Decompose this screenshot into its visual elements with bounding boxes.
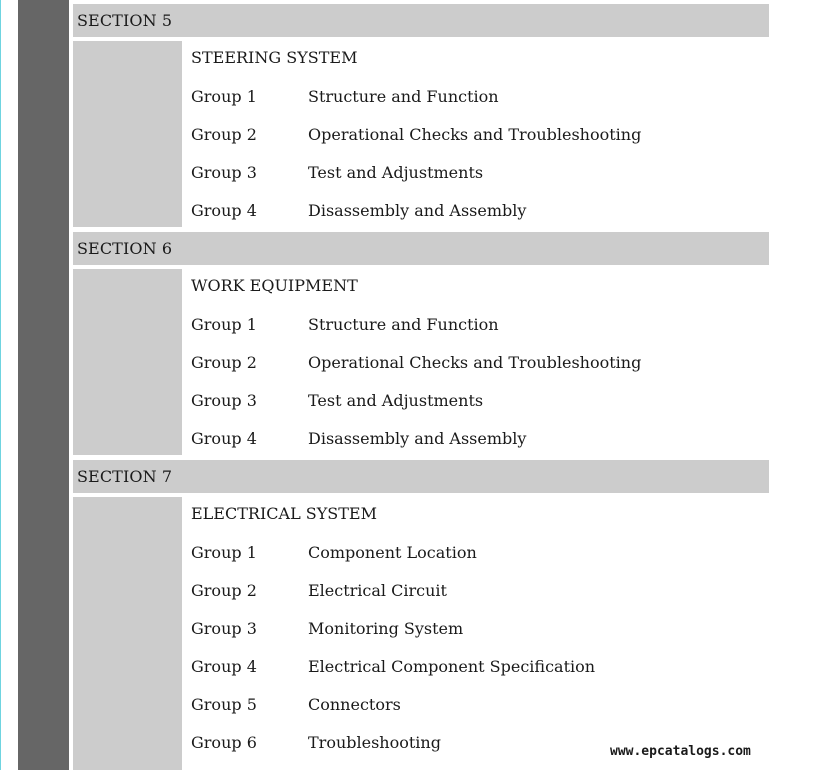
group-row bbox=[191, 695, 401, 714]
section-title: WORK EQUIPMENT bbox=[191, 276, 358, 295]
group-description: Disassembly and Assembly bbox=[308, 429, 527, 448]
group-label: Group 1 bbox=[191, 87, 257, 106]
group-label: Group 1 bbox=[191, 315, 257, 334]
group-description: Component Location bbox=[308, 543, 477, 562]
group-row bbox=[191, 315, 499, 334]
left-sidebar-bar bbox=[18, 0, 69, 770]
group-description: Disassembly and Assembly bbox=[308, 201, 527, 220]
group-row bbox=[191, 543, 477, 562]
group-description: Test and Adjustments bbox=[308, 391, 484, 410]
group-row bbox=[191, 429, 526, 448]
section-5-body bbox=[73, 41, 769, 227]
group-label: Group 3 bbox=[191, 619, 257, 638]
group-label: Group 6 bbox=[191, 733, 257, 752]
left-edge-line bbox=[0, 0, 1, 770]
group-label: Group 2 bbox=[191, 125, 257, 144]
group-row bbox=[191, 581, 447, 600]
group-label: Group 4 bbox=[191, 657, 257, 676]
group-description: Connectors bbox=[308, 695, 401, 714]
group-label: Group 2 bbox=[191, 353, 257, 372]
group-description: Troubleshooting bbox=[308, 733, 441, 752]
section-heading: SECTION 6 bbox=[77, 239, 173, 258]
group-row bbox=[191, 391, 483, 410]
group-row bbox=[191, 657, 595, 676]
section-6-body bbox=[73, 269, 769, 455]
group-description: Operational Checks and Troubleshooting bbox=[308, 353, 642, 372]
group-label: Group 4 bbox=[191, 429, 257, 448]
group-description: Structure and Function bbox=[308, 87, 499, 106]
group-description: Electrical Component Specification bbox=[308, 657, 596, 676]
section-7-header bbox=[73, 460, 769, 493]
section-side-box bbox=[73, 269, 182, 455]
group-description: Monitoring System bbox=[308, 619, 464, 638]
group-row bbox=[191, 163, 483, 182]
section-heading: SECTION 7 bbox=[77, 467, 173, 486]
group-row bbox=[191, 733, 441, 752]
group-row bbox=[191, 201, 526, 220]
group-description: Structure and Function bbox=[308, 315, 499, 334]
section-5-header bbox=[73, 4, 769, 37]
group-row bbox=[191, 353, 641, 372]
group-label: Group 4 bbox=[191, 201, 257, 220]
section-7-body bbox=[73, 497, 769, 770]
group-label: Group 2 bbox=[191, 581, 257, 600]
section-title: ELECTRICAL SYSTEM bbox=[191, 504, 377, 523]
section-side-box bbox=[73, 497, 182, 770]
group-row bbox=[191, 87, 499, 106]
group-row bbox=[191, 619, 463, 638]
group-description: Electrical Circuit bbox=[308, 581, 447, 600]
section-title: STEERING SYSTEM bbox=[191, 48, 358, 67]
section-side-box bbox=[73, 41, 182, 227]
group-label: Group 3 bbox=[191, 163, 257, 182]
watermark-text: www.epcatalogs.com bbox=[610, 744, 751, 759]
group-description: Operational Checks and Troubleshooting bbox=[308, 125, 642, 144]
group-description: Test and Adjustments bbox=[308, 163, 484, 182]
group-row bbox=[191, 125, 641, 144]
group-label: Group 5 bbox=[191, 695, 257, 714]
section-6-header bbox=[73, 232, 769, 265]
group-label: Group 1 bbox=[191, 543, 257, 562]
group-label: Group 3 bbox=[191, 391, 257, 410]
section-heading: SECTION 5 bbox=[77, 11, 173, 30]
